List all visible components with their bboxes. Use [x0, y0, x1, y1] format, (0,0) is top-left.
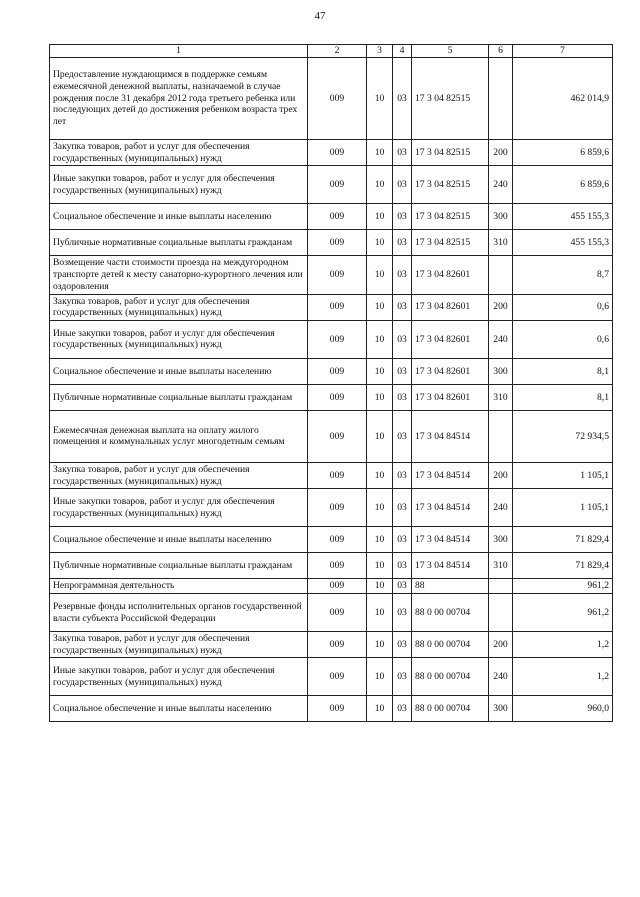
- row-name-cell: Иные закупки товаров, работ и услуг для обеспечения государственных (муниципальных) нужд: [50, 658, 308, 696]
- table-row: [50, 384, 613, 410]
- row-amount-cell: 455 155,3: [513, 230, 613, 256]
- row-subsection-cell: 03: [393, 58, 412, 140]
- row-name-cell: Закупка товаров, работ и услуг для обеспечения государственных (муниципальных) нужд: [50, 632, 308, 658]
- row-subsection-cell: 03: [393, 358, 412, 384]
- row-ministry-cell: 009: [308, 358, 367, 384]
- row-ministry-cell: 009: [308, 384, 367, 410]
- row-type-cell: 300: [489, 527, 513, 553]
- row-amount-cell: 455 155,3: [513, 204, 613, 230]
- row-subsection-cell: 03: [393, 696, 412, 722]
- row-target-cell: 17 3 04 84514: [412, 410, 489, 462]
- row-amount-cell: 1 105,1: [513, 462, 613, 488]
- header-cell-name: 1: [50, 45, 308, 58]
- row-section-cell: 10: [367, 294, 393, 320]
- row-name-cell: Иные закупки товаров, работ и услуг для обеспечения государственных (муниципальных) нужд: [50, 489, 308, 527]
- table-row: [50, 166, 613, 204]
- row-subsection-cell: 03: [393, 320, 412, 358]
- row-target-cell: 17 3 04 82601: [412, 256, 489, 294]
- row-type-cell: 200: [489, 632, 513, 658]
- row-subsection-cell: 03: [393, 204, 412, 230]
- row-subsection-cell: 03: [393, 294, 412, 320]
- row-target-cell: 17 3 04 82601: [412, 358, 489, 384]
- row-amount-cell: 0,6: [513, 320, 613, 358]
- row-target-cell: 88: [412, 579, 489, 594]
- row-type-cell: 240: [489, 320, 513, 358]
- row-subsection-cell: 03: [393, 140, 412, 166]
- row-target-cell: 17 3 04 84514: [412, 462, 489, 488]
- row-amount-cell: 6 859,6: [513, 166, 613, 204]
- row-section-cell: 10: [367, 594, 393, 632]
- table-row: [50, 553, 613, 579]
- table-row: [50, 358, 613, 384]
- row-name-cell: Публичные нормативные социальные выплаты гражданам: [50, 384, 308, 410]
- row-name-cell: Непрограммная деятельность: [50, 579, 308, 594]
- row-section-cell: 10: [367, 358, 393, 384]
- row-subsection-cell: 03: [393, 489, 412, 527]
- row-amount-cell: 8,1: [513, 384, 613, 410]
- row-target-cell: 17 3 04 82515: [412, 140, 489, 166]
- row-amount-cell: 72 934,5: [513, 410, 613, 462]
- row-target-cell: 17 3 04 82601: [412, 320, 489, 358]
- row-ministry-cell: 009: [308, 527, 367, 553]
- row-name-cell: Возмещение части стоимости проезда на междугородном транспорте детей к месту санаторно-курортного лечения или оздоровления: [50, 256, 308, 294]
- row-subsection-cell: 03: [393, 462, 412, 488]
- row-section-cell: 10: [367, 384, 393, 410]
- table-row: [50, 58, 613, 140]
- page-number: 47: [314, 10, 326, 22]
- row-section-cell: 10: [367, 658, 393, 696]
- row-type-cell: [489, 58, 513, 140]
- budget-table: [49, 44, 613, 722]
- row-name-cell: Ежемесячная денежная выплата на оплату жилого помещения и коммунальных услуг многодетным семьям: [50, 410, 308, 462]
- table-row: [50, 696, 613, 722]
- table-header-row: [50, 45, 613, 58]
- row-target-cell: 17 3 04 82515: [412, 166, 489, 204]
- row-target-cell: 88 0 00 00704: [412, 696, 489, 722]
- row-amount-cell: 71 829,4: [513, 527, 613, 553]
- row-subsection-cell: 03: [393, 594, 412, 632]
- row-ministry-cell: 009: [308, 294, 367, 320]
- row-name-cell: Публичные нормативные социальные выплаты гражданам: [50, 230, 308, 256]
- row-type-cell: 310: [489, 230, 513, 256]
- row-section-cell: 10: [367, 320, 393, 358]
- row-target-cell: 17 3 04 84514: [412, 489, 489, 527]
- header-cell-amount: 7: [513, 45, 613, 58]
- row-name-cell: Резервные фонды исполнительных органов государственной власти субъекта Российской Федерации: [50, 594, 308, 632]
- row-section-cell: 10: [367, 553, 393, 579]
- row-section-cell: 10: [367, 58, 393, 140]
- row-target-cell: 17 3 04 82515: [412, 58, 489, 140]
- table-row: [50, 204, 613, 230]
- row-amount-cell: 961,2: [513, 594, 613, 632]
- row-amount-cell: 1 105,1: [513, 489, 613, 527]
- row-name-cell: Социальное обеспечение и иные выплаты населению: [50, 204, 308, 230]
- row-name-cell: Социальное обеспечение и иные выплаты населению: [50, 696, 308, 722]
- row-subsection-cell: 03: [393, 230, 412, 256]
- row-section-cell: 10: [367, 462, 393, 488]
- header-cell-ministry: 2: [308, 45, 367, 58]
- row-name-cell: Предоставление нуждающимся в поддержке семьям ежемесячной денежной выплаты, назначаемой в случае рождения после 31 декабря 2012 года третьего ребенка или последующих детей до достижения ребенком возраста трех лет: [50, 58, 308, 140]
- table-row: [50, 256, 613, 294]
- row-section-cell: 10: [367, 140, 393, 166]
- row-type-cell: 200: [489, 462, 513, 488]
- table-row: [50, 320, 613, 358]
- row-ministry-cell: 009: [308, 410, 367, 462]
- row-type-cell: 200: [489, 140, 513, 166]
- row-subsection-cell: 03: [393, 632, 412, 658]
- row-name-cell: Иные закупки товаров, работ и услуг для обеспечения государственных (муниципальных) нужд: [50, 166, 308, 204]
- row-ministry-cell: 009: [308, 696, 367, 722]
- row-ministry-cell: 009: [308, 320, 367, 358]
- row-target-cell: 88 0 00 00704: [412, 658, 489, 696]
- row-amount-cell: 462 014,9: [513, 58, 613, 140]
- row-amount-cell: 71 829,4: [513, 553, 613, 579]
- row-name-cell: Иные закупки товаров, работ и услуг для обеспечения государственных (муниципальных) нужд: [50, 320, 308, 358]
- header-cell-target: 5: [412, 45, 489, 58]
- table-row: [50, 632, 613, 658]
- row-name-cell: Закупка товаров, работ и услуг для обеспечения государственных (муниципальных) нужд: [50, 294, 308, 320]
- row-amount-cell: 8,7: [513, 256, 613, 294]
- row-ministry-cell: 009: [308, 658, 367, 696]
- row-subsection-cell: 03: [393, 166, 412, 204]
- row-type-cell: 240: [489, 658, 513, 696]
- row-subsection-cell: 03: [393, 256, 412, 294]
- row-section-cell: 10: [367, 166, 393, 204]
- row-target-cell: 17 3 04 82601: [412, 384, 489, 410]
- row-target-cell: 17 3 04 82601: [412, 294, 489, 320]
- table-row: [50, 527, 613, 553]
- row-ministry-cell: 009: [308, 166, 367, 204]
- table-row: [50, 489, 613, 527]
- header-cell-section: 3: [367, 45, 393, 58]
- row-type-cell: [489, 594, 513, 632]
- row-type-cell: 300: [489, 696, 513, 722]
- row-name-cell: Социальное обеспечение и иные выплаты населению: [50, 358, 308, 384]
- row-section-cell: 10: [367, 204, 393, 230]
- row-ministry-cell: 009: [308, 594, 367, 632]
- row-section-cell: 10: [367, 579, 393, 594]
- row-target-cell: 17 3 04 84514: [412, 527, 489, 553]
- table-body: [50, 45, 613, 722]
- header-cell-type: 6: [489, 45, 513, 58]
- row-section-cell: 10: [367, 527, 393, 553]
- row-ministry-cell: 009: [308, 462, 367, 488]
- row-ministry-cell: 009: [308, 204, 367, 230]
- row-target-cell: 88 0 00 00704: [412, 594, 489, 632]
- header-cell-subsection: 4: [393, 45, 412, 58]
- row-section-cell: 10: [367, 696, 393, 722]
- row-target-cell: 17 3 04 82515: [412, 230, 489, 256]
- table-row: [50, 140, 613, 166]
- row-amount-cell: 1,2: [513, 658, 613, 696]
- row-subsection-cell: 03: [393, 579, 412, 594]
- row-name-cell: Закупка товаров, работ и услуг для обеспечения государственных (муниципальных) нужд: [50, 140, 308, 166]
- row-type-cell: [489, 579, 513, 594]
- table-row: [50, 410, 613, 462]
- row-type-cell: 300: [489, 358, 513, 384]
- row-type-cell: 310: [489, 553, 513, 579]
- table-row: [50, 462, 613, 488]
- row-subsection-cell: 03: [393, 410, 412, 462]
- row-ministry-cell: 009: [308, 489, 367, 527]
- table-row: [50, 594, 613, 632]
- row-subsection-cell: 03: [393, 553, 412, 579]
- row-amount-cell: 961,2: [513, 579, 613, 594]
- row-amount-cell: 8,1: [513, 358, 613, 384]
- row-amount-cell: 960,0: [513, 696, 613, 722]
- table-row: [50, 230, 613, 256]
- row-ministry-cell: 009: [308, 632, 367, 658]
- row-ministry-cell: 009: [308, 579, 367, 594]
- row-subsection-cell: 03: [393, 658, 412, 696]
- row-amount-cell: 0,6: [513, 294, 613, 320]
- row-subsection-cell: 03: [393, 527, 412, 553]
- table-row: [50, 294, 613, 320]
- row-ministry-cell: 009: [308, 553, 367, 579]
- table-row: [50, 579, 613, 594]
- row-ministry-cell: 009: [308, 58, 367, 140]
- row-target-cell: 17 3 04 84514: [412, 553, 489, 579]
- row-type-cell: 240: [489, 166, 513, 204]
- row-type-cell: 200: [489, 294, 513, 320]
- row-amount-cell: 6 859,6: [513, 140, 613, 166]
- row-section-cell: 10: [367, 256, 393, 294]
- row-section-cell: 10: [367, 632, 393, 658]
- row-target-cell: 17 3 04 82515: [412, 204, 489, 230]
- row-type-cell: 240: [489, 489, 513, 527]
- row-name-cell: Закупка товаров, работ и услуг для обеспечения государственных (муниципальных) нужд: [50, 462, 308, 488]
- table-row: [50, 658, 613, 696]
- row-type-cell: 300: [489, 204, 513, 230]
- row-target-cell: 88 0 00 00704: [412, 632, 489, 658]
- row-subsection-cell: 03: [393, 384, 412, 410]
- row-type-cell: 310: [489, 384, 513, 410]
- row-name-cell: Социальное обеспечение и иные выплаты населению: [50, 527, 308, 553]
- row-name-cell: Публичные нормативные социальные выплаты гражданам: [50, 553, 308, 579]
- row-section-cell: 10: [367, 410, 393, 462]
- row-section-cell: 10: [367, 230, 393, 256]
- row-type-cell: [489, 256, 513, 294]
- row-type-cell: [489, 410, 513, 462]
- row-ministry-cell: 009: [308, 256, 367, 294]
- row-ministry-cell: 009: [308, 230, 367, 256]
- row-section-cell: 10: [367, 489, 393, 527]
- row-amount-cell: 1,2: [513, 632, 613, 658]
- row-ministry-cell: 009: [308, 140, 367, 166]
